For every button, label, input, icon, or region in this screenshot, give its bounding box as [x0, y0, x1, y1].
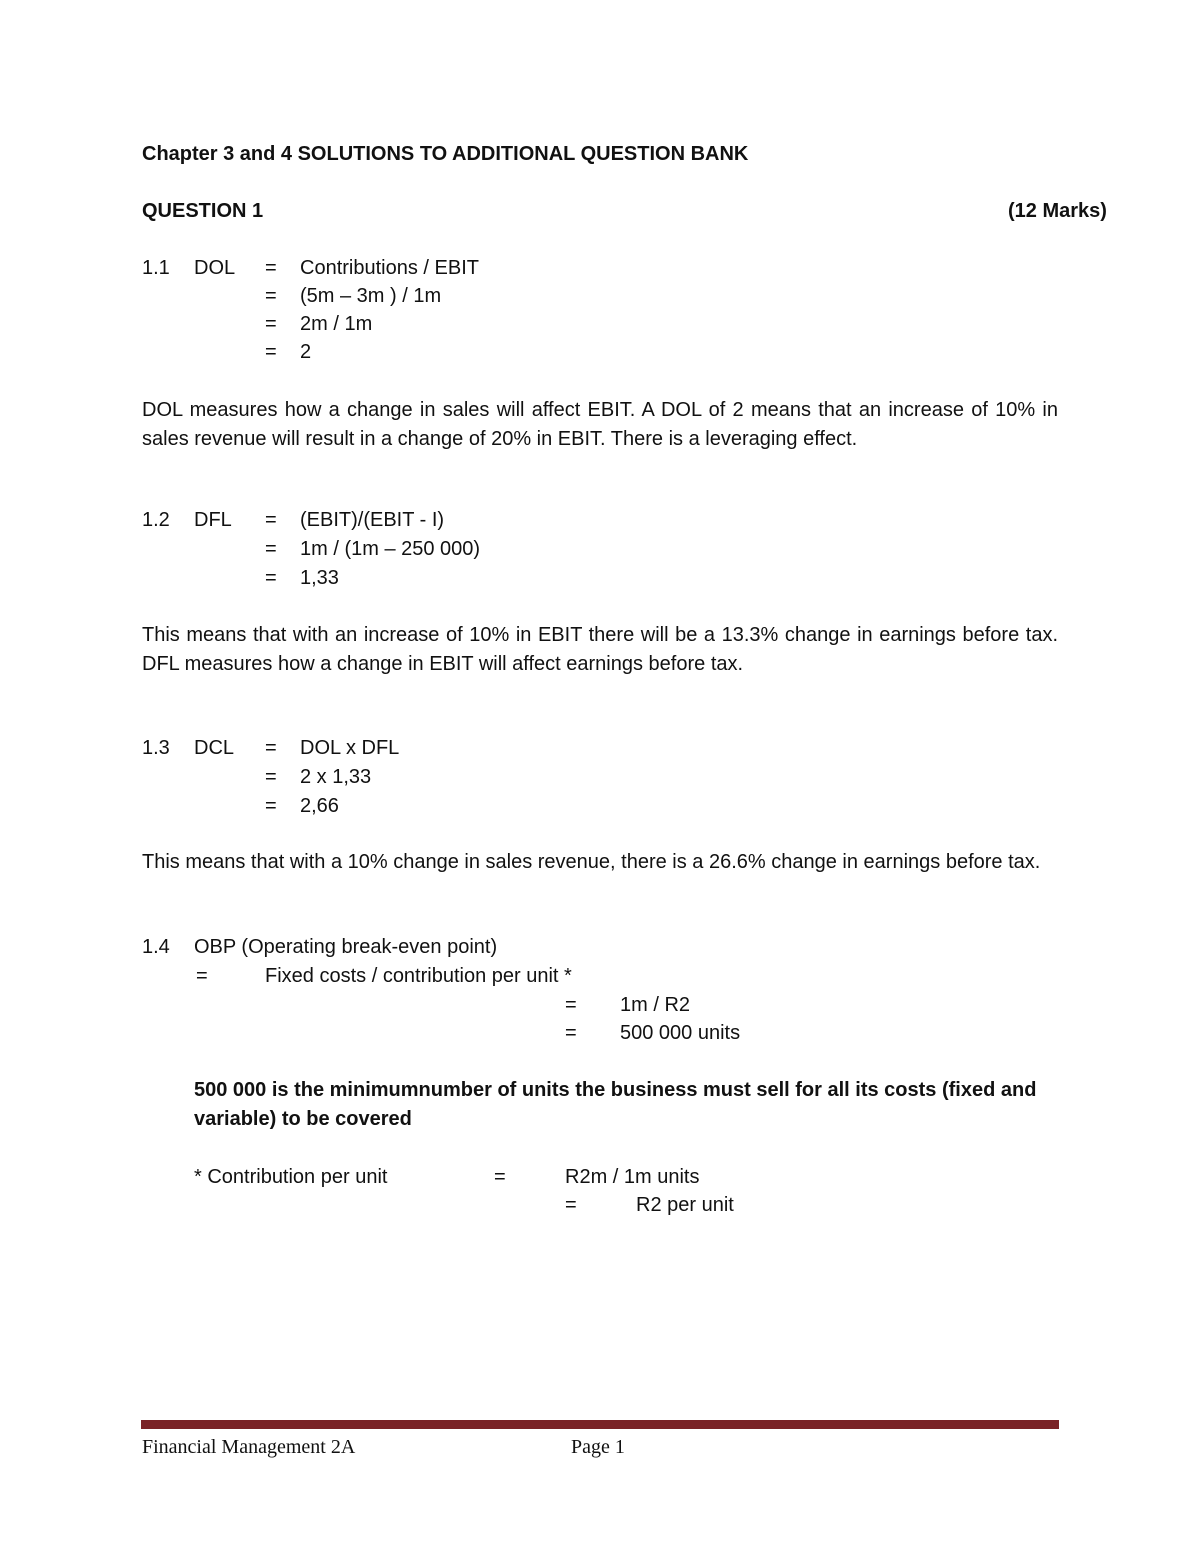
question-label: QUESTION 1 [142, 200, 264, 222]
equals-sign: = [265, 737, 277, 759]
formula-line: Contributions / EBIT [300, 257, 479, 279]
equals-sign: = [494, 1166, 506, 1188]
note-line: R2m / 1m units [565, 1166, 700, 1188]
item-number: 1.4 [142, 936, 170, 958]
item-heading: OBP (Operating break-even point) [194, 936, 498, 958]
note-line: R2 per unit [636, 1194, 734, 1216]
equals-sign: = [196, 965, 208, 987]
footer-title: Financial Management 2A [142, 1436, 356, 1458]
formula-line: 2 [300, 341, 312, 363]
equals-sign: = [265, 313, 277, 335]
formula-line: Fixed costs / contribution per unit * [265, 965, 572, 987]
equals-sign: = [265, 567, 277, 589]
explanation-paragraph: DOL measures how a change in sales will affect EBIT. A DOL of 2 means that an increase of 10% in sales revenue will result in a change of 20% in EBIT. There is a leveraging effect. [142, 399, 1058, 450]
item-term: DOL [194, 257, 236, 279]
formula-line: 2m / 1m [300, 313, 373, 335]
equals-sign: = [265, 341, 277, 363]
page-number: Page 1 [571, 1436, 625, 1458]
formula-line: 1m / (1m – 250 000) [300, 538, 481, 560]
equals-sign: = [265, 538, 277, 560]
item-number: 1.1 [142, 257, 170, 279]
note-label: * Contribution per unit [194, 1166, 388, 1188]
footer-rule [141, 1420, 1059, 1429]
formula-line: DOL x DFL [300, 737, 400, 759]
equals-sign: = [565, 1194, 577, 1216]
conclusion-paragraph: 500 000 is the minimumnumber of units the business must sell for all its costs (fixed and variable) to be covered [194, 1079, 1037, 1130]
formula-line: 1,33 [300, 567, 339, 589]
formula-line: 2 x 1,33 [300, 766, 372, 788]
item-term: DCL [194, 737, 235, 759]
equals-sign: = [565, 994, 577, 1016]
page-title: Chapter 3 and 4 SOLUTIONS TO ADDITIONAL QUESTION BANK [142, 143, 749, 165]
equals-sign: = [565, 1022, 577, 1044]
equals-sign: = [265, 257, 277, 279]
item-number: 1.3 [142, 737, 170, 759]
calc-line: 500 000 units [620, 1022, 741, 1044]
equals-sign: = [265, 285, 277, 307]
equals-sign: = [265, 766, 277, 788]
formula-line: (5m – 3m ) / 1m [300, 285, 442, 307]
equals-sign: = [265, 795, 277, 817]
question-marks: (12 Marks) [1008, 200, 1107, 222]
explanation-paragraph: This means that with an increase of 10% in EBIT there will be a 13.3% change in earnings before tax. DFL measures how a change in EBIT will affect earnings before tax. [142, 624, 1058, 675]
equals-sign: = [265, 509, 277, 531]
calc-line: 1m / R2 [620, 994, 691, 1016]
formula-line: 2,66 [300, 795, 339, 817]
explanation-paragraph: This means that with a 10% change in sales revenue, there is a 26.6% change in earnings before tax. [142, 851, 1041, 873]
item-number: 1.2 [142, 509, 170, 531]
formula-line: (EBIT)/(EBIT - I) [300, 509, 445, 531]
item-term: DFL [194, 509, 232, 531]
